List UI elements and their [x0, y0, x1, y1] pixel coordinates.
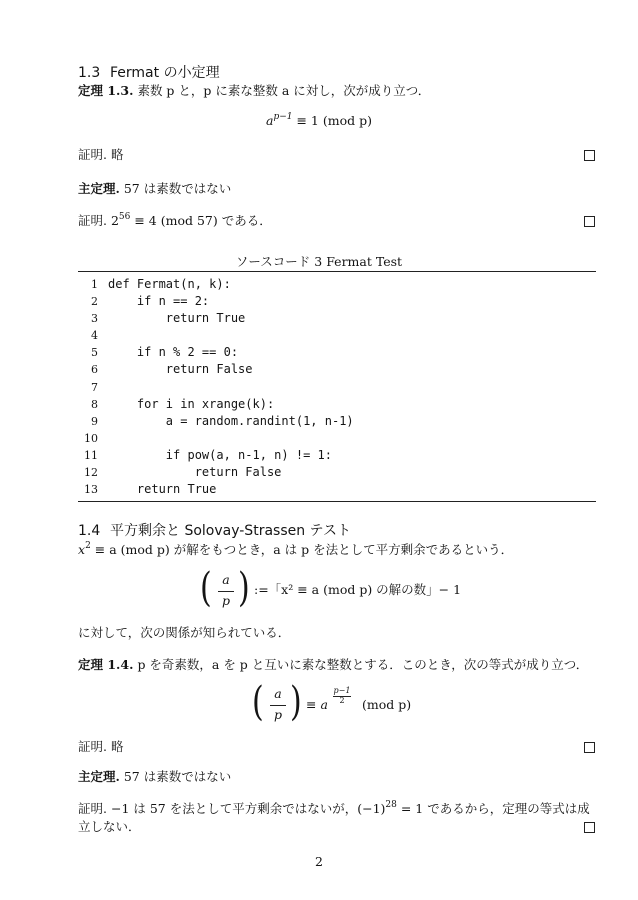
equation-legendre-definition — [198, 565, 498, 612]
fraction-denominator: p — [273, 707, 282, 722]
section-number: 1.4 — [78, 523, 101, 539]
code-line — [78, 379, 596, 396]
code-line — [78, 481, 596, 498]
right-paren: ) — [289, 679, 302, 725]
theorem-1-3 — [78, 82, 430, 99]
line-number: 11 — [84, 448, 98, 462]
qed-square — [584, 216, 595, 227]
theorem-label: 定理 1.4. — [78, 657, 134, 672]
proof-exponent: 56 — [118, 212, 131, 222]
eq-exponent: p−1 — [273, 112, 293, 122]
main-theorem-2 — [78, 768, 231, 785]
proof-text: 略 — [110, 147, 124, 162]
listing-bottom-rule — [78, 501, 596, 502]
code-text: if pow(a, n-1, n) != 1: — [108, 447, 332, 462]
proof-text: 略 — [110, 739, 124, 754]
paragraph: に対して，次の関係が知られている． — [78, 625, 291, 640]
listing-caption: ソースコード 3 Fermat Test — [235, 254, 403, 269]
code-text: for i in xrange(k): — [108, 396, 275, 411]
code-line — [78, 413, 596, 430]
code-line — [78, 276, 596, 293]
definition-quadratic-residue — [78, 541, 513, 561]
qed-square — [584, 822, 595, 833]
main-theorem-text: 57 は素数ではない — [123, 181, 232, 196]
proof-text-a: −1 は 57 を法として平方剰余ではないが，(−1) — [110, 801, 386, 816]
proof-2 — [78, 212, 272, 232]
intro-text: ≡ a (mod p) が解をもつとき，a は p を法として平方剰余であるという． — [90, 542, 514, 557]
code-line — [78, 293, 596, 310]
left-paren: ( — [199, 565, 212, 611]
theorem-label: 定理 1.3. — [78, 83, 134, 98]
intro-base: x — [78, 542, 86, 557]
right-paren: ) — [237, 565, 250, 611]
code-line — [78, 464, 596, 481]
exponent-denominator: 2 — [339, 696, 345, 705]
qed-square — [584, 150, 595, 161]
code-line — [78, 447, 596, 464]
line-number: 3 — [91, 312, 98, 326]
exponent-numerator: p−1 — [333, 686, 351, 695]
equation-fermat — [0, 112, 638, 132]
line-number: 9 — [91, 414, 98, 428]
fraction-denominator: p — [221, 593, 230, 608]
section-title: 平方剰余と Solovay-Strassen テスト — [110, 523, 351, 539]
section-heading — [78, 520, 351, 540]
line-number: 5 — [91, 346, 98, 360]
theorem-1-4 — [78, 656, 588, 673]
eq-rest: ≡ 1 (mod p) — [292, 113, 372, 128]
equation-mod: (mod p) — [362, 697, 412, 712]
eq-base: a — [266, 113, 274, 128]
code-text: return False — [108, 362, 253, 377]
fraction-numerator: a — [222, 572, 230, 587]
code-text: def Fermat(n, k): — [108, 277, 231, 291]
fraction-numerator: a — [274, 686, 282, 701]
fraction-bar — [270, 705, 286, 706]
code-line — [78, 430, 596, 447]
section-title: Fermat の小定理 — [110, 65, 220, 81]
code-line — [78, 361, 596, 378]
code-text: return True — [108, 311, 246, 326]
line-number: 8 — [91, 397, 98, 411]
page-number: 2 — [315, 854, 323, 869]
line-number: 4 — [91, 329, 98, 343]
code-text: if n == 2: — [108, 294, 210, 309]
left-paren: ( — [251, 679, 264, 725]
proof-3 — [78, 738, 123, 755]
code-line — [78, 310, 596, 327]
equation-rhs: :=「x² ≡ a (mod p) の解の数」− 1 — [254, 582, 462, 597]
equation-euler-criterion — [250, 679, 430, 726]
proof-text: ≡ 4 (mod 57) である． — [130, 213, 272, 228]
intro-exponent: 2 — [85, 541, 91, 551]
proof-exponent: 28 — [385, 800, 397, 810]
code-text: return False — [108, 465, 282, 480]
code-line — [78, 344, 596, 361]
theorem-text: 素数 p と，p に素な整数 a に対し，次が成り立つ． — [137, 83, 431, 98]
proof-base: 2 — [110, 213, 119, 228]
code-line — [78, 396, 596, 413]
code-text: if n % 2 == 0: — [108, 345, 239, 360]
main-theorem-label: 主定理. — [78, 769, 120, 784]
code-text: return True — [108, 482, 217, 497]
section-number: 1.3 — [78, 65, 101, 81]
proof-4-line-2: 立しない． — [78, 819, 141, 834]
line-number: 2 — [91, 295, 98, 309]
proof-1 — [78, 146, 123, 163]
main-theorem-label: 主定理. — [78, 181, 120, 196]
line-number: 10 — [84, 431, 98, 445]
proof-4-line-1 — [78, 800, 590, 820]
line-number: 12 — [84, 466, 98, 480]
theorem-text: p を奇素数，a を p と互いに素な整数とする．このとき，次の等式が成り立つ． — [137, 657, 589, 672]
qed-square — [584, 742, 595, 753]
proof-label: 証明. — [78, 801, 107, 816]
proof-text-b: = 1 であるから，定理の等式は成 — [396, 801, 590, 816]
listing-top-rule — [78, 271, 596, 272]
proof-label: 証明. — [78, 739, 107, 754]
equation-mid: ≡ a — [306, 697, 328, 712]
proof-label: 証明. — [78, 147, 107, 162]
proof-label: 証明. — [78, 213, 107, 228]
fraction-bar — [218, 591, 234, 592]
line-number: 7 — [91, 380, 98, 394]
line-number: 13 — [84, 483, 98, 497]
code-listing — [78, 276, 596, 498]
section-heading — [78, 62, 220, 82]
code-text: a = random.randint(1, n-1) — [108, 413, 354, 428]
line-number: 6 — [91, 363, 98, 377]
main-theorem-1 — [78, 180, 231, 197]
line-number: 1 — [91, 278, 98, 291]
code-line — [78, 327, 596, 344]
main-theorem-text: 57 は素数ではない — [123, 769, 232, 784]
